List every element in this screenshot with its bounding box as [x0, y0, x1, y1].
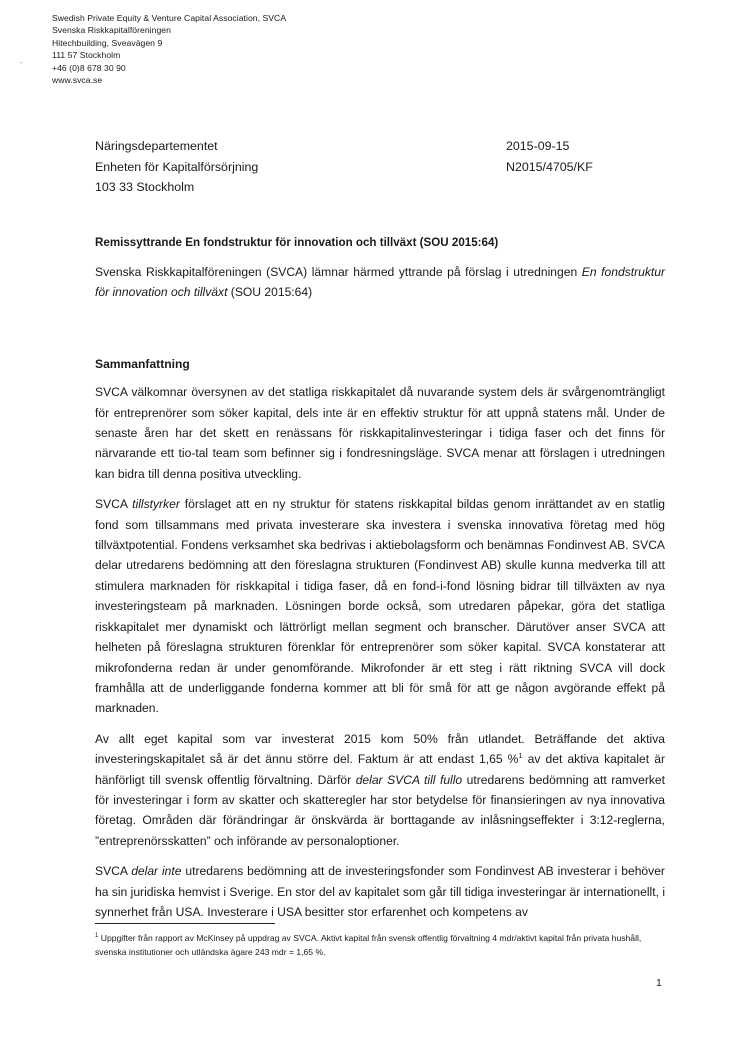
recipient-line-unit: Enheten för Kapitalförsörjning	[95, 159, 259, 174]
p4-emphasis: delar inte	[131, 864, 182, 879]
p3-text-c: utredarens bedömning att ramverket för investeringar i form av skatter och skatteregler har stor betydelse för finansieringen av nya innovativa företag. Områden där förändringar är önskvärda är borttagande av inlåsningseffekter i 3:12-reglerna, ”entreprenörsskatten” och införande av personaloptioner.	[95, 772, 666, 848]
letter-date: 2015-09-15	[506, 139, 570, 153]
sender-address-block	[52, 12, 286, 86]
p2-emphasis: tillstyrker	[132, 497, 180, 512]
summary-heading: Sammanfattning	[95, 356, 190, 371]
sender-line-website: www.svca.se	[52, 75, 103, 86]
sender-line-org: Swedish Private Equity & Venture Capital Association, SVCA	[52, 13, 287, 23]
p4-text-a: SVCA	[95, 864, 132, 879]
p2-text-b: förslaget att en ny struktur för statens riskkapital bildas genom inrättandet av en statlig fond som tillsammans med privata investerare ska investera i svenska innovativa företag med hög tillväxtpotential. Fondens verksamhet ska bedrivas i aktiebolagsform och benämnas Fondinvest AB. SVCA delar utredarens bedömning att den föreslagna strukturen (Fondinvest AB) skulle kunna medverka till att stimulera marknaden för riskkapital i tidiga faser, då en fond-i-fond lösning bidrar till tillväxten av nya investeringsteam på marknaden. Lösningen borde också, som utredaren påpekar, göra det statliga riskkapitalet mer dynamiskt och lättrörligt mellan segment och branscher. Därutöver anser SVCA att helheten på föreslagna strukturen förenklar för entreprenörer som söker kapital. SVCA konstaterar att mikrofonderna redan är under genomförande. Mikrofonder är ett steg i rätt riktning SVCA vill dock framhålla att de underliggande fonderna kommer att bli för små för att ge någon avgörande effekt på marknaden.	[95, 497, 665, 716]
footnote-marker: 1	[95, 933, 99, 940]
intro-report-title: En fondstruktur för innovation och tillväxt	[95, 265, 665, 300]
letter-body	[95, 262, 665, 922]
p3-text-a: Av allt eget kapital som var investerat 2015 kom 50% från utlandet. Beträffande det aktiva investeringskapitalet så är det ännu större del. Faktum är att endast 1,65 %	[95, 731, 665, 767]
recipient-line-dept: Näringsdepartementet	[95, 139, 218, 153]
sender-line-postal: 111 57 Stockholm	[52, 50, 121, 61]
footnote-divider	[95, 923, 275, 924]
footnote-text: Uppgifter från rapport av McKinsey på uppdrag av SVCA. Aktivt kapital från svensk offentlig förvaltning 4 mdr/aktivt kapital från privata hushåll, svenska institutioner och utländska ägare 243 mdr = 1,65 %.	[95, 933, 642, 957]
recipient-address-block	[95, 136, 258, 198]
subject-line: Remissyttrande En fondstruktur för innovation och tillväxt (SOU 2015:64)	[95, 236, 499, 249]
p3-emphasis: delar SVCA till fullo	[355, 772, 463, 787]
reference-block	[506, 136, 593, 177]
p3-text-b: av det aktiva kapitalet är hänförligt till svensk offentlig förvaltning. Därför	[95, 752, 665, 787]
intro-suffix: (SOU 2015:64)	[227, 285, 313, 300]
paragraph-2	[95, 494, 665, 718]
intro-paragraph	[95, 262, 665, 303]
paragraph-3	[95, 729, 665, 851]
page-number: 1	[656, 977, 662, 989]
paragraph-1: SVCA välkomnar översynen av det statliga riskkapitalet då nuvarande system dels är svårgenomträngligt för entreprenörer som söker kapital, dels inte är en effektiv struktur för att uppnå statens mål. Under de senaste åren har det skett en renässans för riskkapitalinvesteringar i tidiga faser och det finns för närvarande ett tio-tal team som befinner sig i fondresningsläge. SVCA menar att förslagen i utredningen kan bidra till denna positiva utveckling.	[95, 385, 665, 481]
paragraph-4	[95, 861, 665, 922]
sender-line-street: Hitechbuilding, Sveavägen 9	[52, 37, 163, 48]
recipient-line-postal: 103 33 Stockholm	[95, 180, 195, 194]
sender-line-name: Svenska Riskkapitalföreningen	[52, 25, 171, 36]
margin-mark: -	[20, 58, 23, 67]
p4-text-b: utredarens bedömning att de investeringsfonder som Fondinvest AB investerar i behöver ha sin juridiska hemvist i Sverige. En stor del av kapitalet som går till tidiga investeringar är internationellt, i synnerhet från USA. Investerare i USA besitter stor erfarenhet och kompetens av	[95, 864, 666, 919]
intro-text: Svenska Riskkapitalföreningen (SVCA) lämnar härmed yttrande på förslag i utredningen	[95, 265, 582, 279]
sender-line-phone: +46 (0)8 678 30 90	[52, 62, 126, 73]
footnote-reference: 1	[518, 751, 523, 761]
footnote	[95, 931, 655, 959]
case-number: N2015/4705/KF	[506, 159, 593, 174]
p2-text-a: SVCA	[95, 497, 133, 512]
